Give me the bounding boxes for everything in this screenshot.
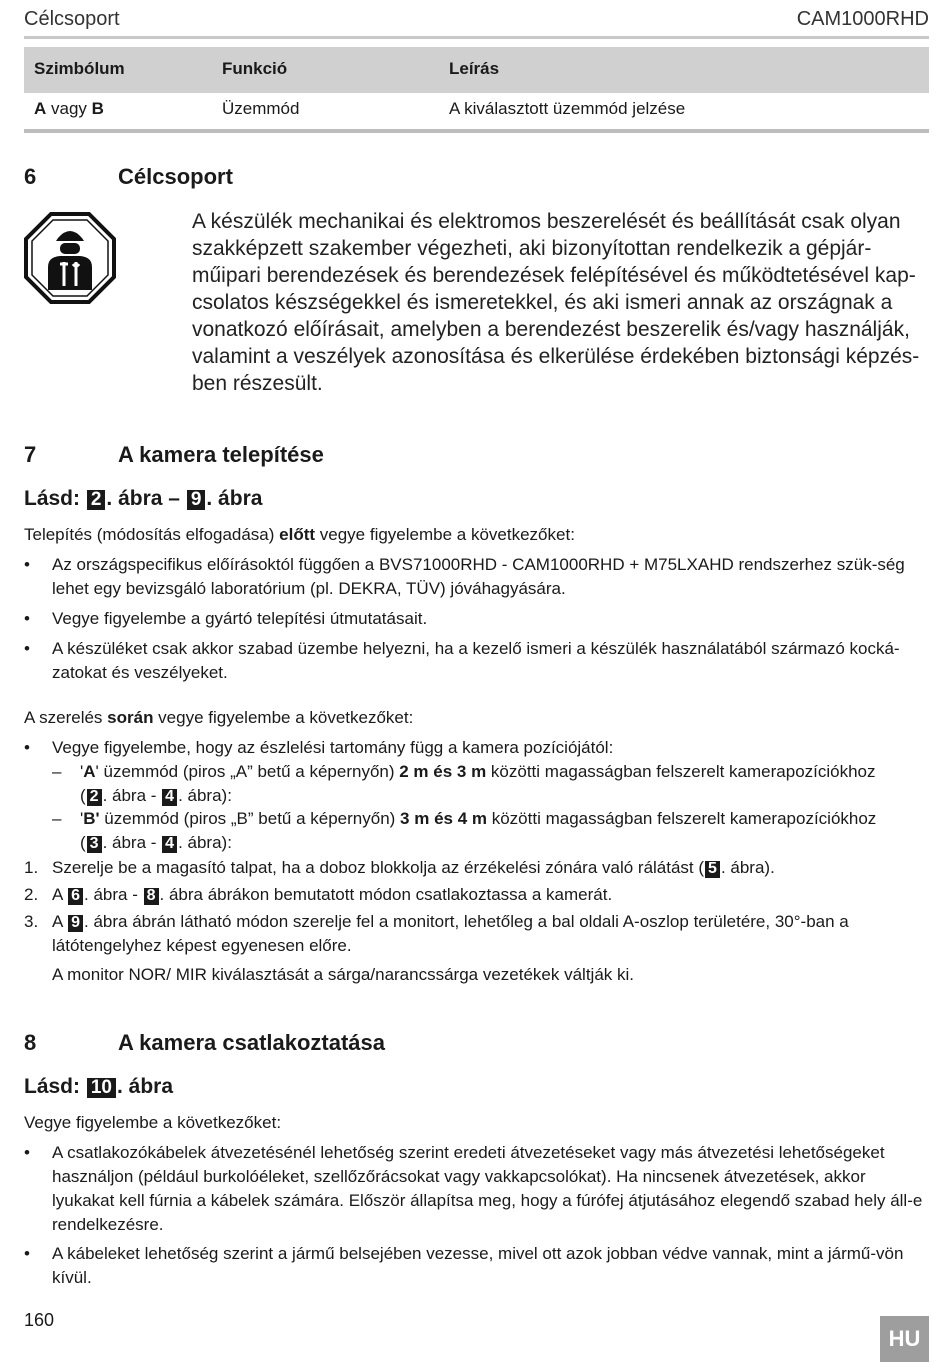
- cell-description: A kiválasztott üzemmód jelzése: [449, 99, 686, 118]
- text: (: [80, 833, 86, 852]
- monitor-note: A monitor NOR/ MIR kiválasztását a sárga/narancssárga vezetékek váltják ki.: [52, 965, 635, 984]
- col-description: Leírás: [449, 59, 500, 78]
- see-label: Lásd:: [24, 487, 86, 510]
- see-figures: [24, 1075, 173, 1099]
- dash: –: [52, 762, 62, 781]
- text: (: [80, 786, 86, 805]
- step-2: [52, 883, 929, 907]
- figure-ref: 9: [68, 915, 83, 932]
- see-suffix: . ábra: [116, 1075, 174, 1098]
- figure-ref: 9: [187, 490, 206, 510]
- see-suffix: . ábra: [206, 487, 263, 510]
- section-title: Célcsoport: [118, 164, 233, 189]
- step-number: 3.: [24, 912, 39, 931]
- figure-ref: 2: [87, 789, 102, 806]
- cell-function: Üzemmód: [222, 99, 300, 118]
- section-title: A kamera csatlakoztatása: [118, 1030, 386, 1055]
- text: ': [80, 762, 84, 781]
- section-number: 8: [24, 1030, 37, 1055]
- list-item: A csatlakozókábelek átvezetésénél lehetőség szerint eredeti átvezetéseket vagy más átvezetési lehetőségeket használjon (például burkolóéleket, szellőzőrácsokat vagy vakkapcsolókat). Ha nincsenek átvezetések, akkor lyukakat kell fúrnia a kábelek számára. Először állapítsa meg, hogy a fúrófej átjutásához elegendő szabad hely áll-e rendelkezésre.: [52, 1143, 923, 1234]
- text: A szerelés: [24, 708, 108, 727]
- see-label: Lásd:: [24, 1075, 86, 1098]
- sub-item-mode-a: [80, 760, 929, 808]
- text: A: [52, 885, 68, 904]
- during-install-intro: [24, 706, 929, 730]
- symbol-b: B: [91, 99, 104, 118]
- text: . ábra):: [178, 833, 232, 852]
- figure-ref: 4: [162, 789, 177, 806]
- text: közötti magasságban felszerelt kamerapozíciókhoz: [487, 809, 877, 828]
- figure-ref: 10: [87, 1078, 116, 1098]
- list-item: A készüléket csak akkor szabad üzembe helyezni, ha a kezelő ismeri a készülék használatából származó kocká-zatokat és veszélyeket.: [52, 639, 900, 682]
- mode-letter: B': [83, 809, 100, 828]
- target-group-text: A készülék mechanikai és elektromos beszerelését és beállítását csak olyan szakképzett szakember végezheti, aki bizonyítottan rendelkezik a gépjár-műipari berendezések és berendezések felépítésével és működtetésével kap-csolatos készségekkel és ismeretekkel, és aki ismeri annak az országnak a vonatkozó előírásait, amelyben a berendezést beszerelik és/vagy használják, valamint a veszélyek azonosítása és elkerülése érdekében biztonsági képzés-ben részesült.: [192, 210, 920, 395]
- bullet: •: [24, 609, 30, 628]
- text: üzemmód (piros „B” betű a képernyőn): [99, 809, 401, 828]
- list-item: Vegye figyelembe a gyártó telepítési útmutatásait.: [52, 609, 428, 628]
- height-range: 2 m és 3 m: [399, 762, 487, 781]
- text: . ábra ábrákon bemutatott módon csatlakoztassa a kamerát.: [159, 885, 613, 904]
- header-rule: [24, 36, 929, 39]
- figure-ref: 2: [87, 490, 106, 510]
- col-function: Funkció: [222, 59, 288, 78]
- step-1: [52, 856, 929, 880]
- mode-letter: A: [83, 762, 96, 781]
- symbol-a: A: [34, 99, 47, 118]
- cell-symbol: [34, 99, 104, 119]
- section-number: 7: [24, 442, 37, 467]
- bullet: •: [24, 555, 30, 574]
- running-header: [24, 6, 929, 36]
- text: ': [80, 809, 84, 828]
- text: . ábra):: [178, 786, 232, 805]
- figure-ref: 4: [162, 836, 177, 853]
- sub-item-mode-b: [80, 807, 929, 855]
- section-number: 6: [24, 164, 37, 189]
- symbol-table: [24, 47, 929, 133]
- text: látótengelyhez képest egyenesen előre.: [52, 936, 352, 955]
- step-3: [52, 910, 929, 958]
- see-sep: . ábra –: [106, 487, 186, 510]
- text: . ábra -: [102, 786, 162, 805]
- emphasis: előtt: [279, 525, 316, 544]
- bullet: •: [24, 639, 30, 658]
- connect-intro: Vegye figyelembe a következőket:: [24, 1113, 282, 1132]
- text: Telepítés (módosítás elfogadása): [24, 525, 280, 544]
- text: . ábra -: [84, 885, 143, 904]
- list-item: A kábeleket lehetőség szerint a jármű belsejében vezesse, mivel ott azok jobban védve vannak, mint a jármű-vön kívül.: [52, 1244, 904, 1287]
- text: vegye figyelembe a következőket:: [315, 525, 575, 544]
- text: . ábra).: [720, 858, 775, 877]
- figure-ref: 8: [144, 888, 159, 905]
- step-number: 1.: [24, 858, 39, 877]
- page-number: 160: [24, 1310, 55, 1330]
- before-install-intro: [24, 523, 929, 547]
- dash: –: [52, 809, 62, 828]
- list-item: Az országspecifikus előírásoktól függően a BVS71000RHD - CAM1000RHD + M75LXAHD rendszerhez szük-ség lehet egy bevizsgáló laboratórium (pl. DEKRA, TÜV) jóváhagyására.: [52, 555, 905, 598]
- col-symbol: Szimbólum: [34, 59, 125, 78]
- table-row: [24, 93, 929, 133]
- section-title: A kamera telepítése: [118, 442, 324, 467]
- figure-ref: 6: [68, 888, 83, 905]
- text: A: [52, 912, 68, 931]
- text: Szerelje be a magasító talpat, ha a doboz blokkolja az érzékelési zónára való rálátást (: [52, 858, 705, 877]
- see-figures: [24, 487, 262, 511]
- text: közötti magasságban felszerelt kamerapozíciókhoz: [486, 762, 876, 781]
- text: ' üzemmód (piros „A” betű a képernyőn): [95, 762, 400, 781]
- header-model: CAM1000RHD: [796, 8, 929, 30]
- bullet: •: [24, 738, 30, 757]
- text: vegye figyelembe a következőket:: [153, 708, 414, 727]
- text: . ábra ábrán látható módon szerelje fel a monitort, lehetőleg a bal oldali A-oszlop területére, 30°-ban a: [84, 912, 849, 931]
- language-tab: HU: [880, 1316, 929, 1362]
- figure-ref: 5: [705, 861, 720, 878]
- text: . ábra -: [102, 833, 162, 852]
- bullet: •: [24, 1143, 30, 1162]
- symbol-or: vagy: [46, 99, 92, 118]
- bullet: •: [24, 1244, 30, 1263]
- header-section-title: Célcsoport: [24, 8, 120, 30]
- figure-ref: 3: [87, 836, 102, 853]
- qualified-technician-icon: [24, 212, 116, 304]
- height-range: 3 m és 4 m: [400, 809, 487, 828]
- table-header-row: [24, 47, 929, 93]
- list-item: Vegye figyelembe, hogy az észlelési tartomány függ a kamera pozíciójától:: [52, 738, 614, 757]
- step-number: 2.: [24, 885, 39, 904]
- emphasis: során: [107, 708, 154, 727]
